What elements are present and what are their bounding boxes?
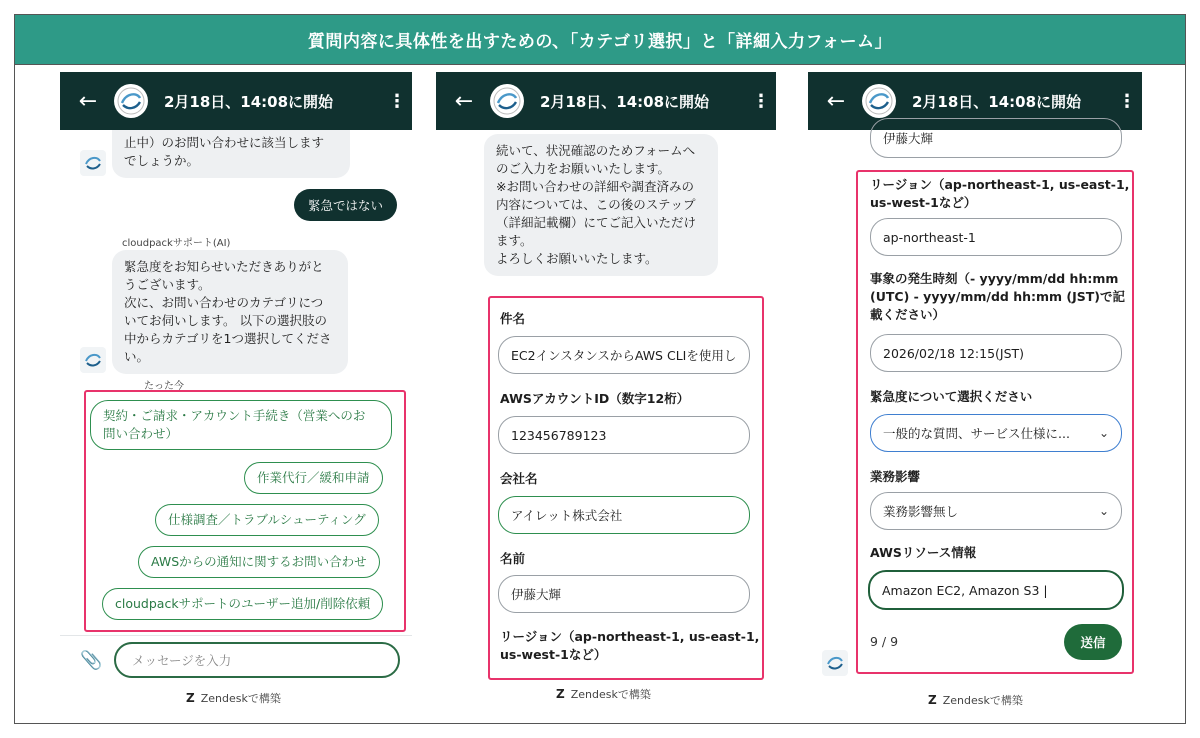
message-line: い。 — [124, 349, 150, 364]
more-menu-icon[interactable]: ⋮ — [388, 90, 406, 112]
bot-avatar — [822, 650, 848, 676]
powered-by-footer — [556, 686, 651, 702]
option-label: 契約・ご請求・アカウント手続き（営業へのお — [103, 408, 366, 423]
category-option-aws-notice[interactable]: AWSからの通知に関するお問い合わせ — [138, 546, 380, 578]
chevron-down-icon: ⌄ — [1098, 426, 1109, 440]
occurrence-time-input[interactable]: 2026/02/18 12:15(JST) — [870, 334, 1122, 372]
message-timestamp: たった今 — [144, 381, 184, 392]
sender-name: cloudpackサポート(AI) — [122, 238, 231, 249]
business-impact-label: 業務影響 — [870, 469, 921, 484]
bot-avatar — [80, 347, 106, 373]
cloudpack-logo — [862, 84, 896, 118]
message-line: 中からカテゴリを1つ選択してくださ — [124, 331, 332, 346]
category-option-contract[interactable] — [90, 400, 392, 450]
more-menu-icon[interactable]: ⋮ — [1118, 90, 1136, 112]
chat-header — [436, 72, 776, 130]
option-label: 問い合わせ） — [103, 426, 179, 441]
chat-header — [60, 72, 412, 130]
message-line: うございます。 — [124, 277, 211, 292]
region-label — [500, 628, 759, 664]
message-line: ます。 — [496, 233, 533, 248]
message-line: よろしくお願いいたします。 — [496, 251, 658, 266]
name-input[interactable]: 伊藤大輝 — [870, 118, 1122, 158]
label-line: us-west-1など） — [870, 195, 977, 210]
name-input[interactable]: 伊藤大輝 — [498, 575, 750, 613]
powered-by-footer — [186, 690, 281, 706]
input-divider — [60, 635, 412, 636]
impact-selected-value: 業務影響無し — [883, 504, 959, 519]
label-line: リージョン（ap-northeast-1, us-east-1, — [870, 177, 1130, 192]
back-arrow-icon[interactable]: ← — [826, 88, 846, 114]
label-line: 事象の発生時刻（- yyyy/mm/dd hh:mm — [870, 271, 1119, 286]
chevron-down-icon: ⌄ — [1098, 504, 1109, 518]
region-label — [870, 176, 1129, 212]
aws-resource-label: AWSリソース情報 — [870, 545, 977, 560]
bot-message-bubble — [484, 134, 718, 276]
company-label: 会社名 — [500, 471, 538, 486]
label-line: us-west-1など） — [500, 647, 607, 662]
urgency-label: 緊急度について選択ください — [870, 389, 1033, 404]
zendesk-icon: Z — [186, 691, 195, 705]
cloudpack-logo — [114, 84, 148, 118]
message-line: のご入力をお願いいたします。 — [496, 161, 671, 176]
aws-account-id-label: AWSアカウントID（数字12桁） — [500, 391, 690, 406]
paperclip-icon[interactable]: 📎 — [80, 650, 103, 671]
message-input[interactable]: メッセージを入力 — [114, 642, 400, 678]
zendesk-icon: Z — [556, 687, 565, 701]
category-option-user-management[interactable]: cloudpackサポートのユーザー追加/削除依頼 — [102, 588, 383, 620]
message-line: 続いて、状況確認のためフォームへ — [496, 143, 696, 158]
message-line: いてお伺いします。 以下の選択肢の — [124, 313, 327, 328]
back-arrow-icon[interactable]: ← — [78, 88, 98, 114]
step-counter: 9 / 9 — [870, 634, 899, 649]
label-line: リージョン（ap-northeast-1, us-east-1, — [500, 629, 760, 644]
aws-account-id-input[interactable]: 123456789123 — [498, 416, 750, 454]
chat-panel-category — [60, 72, 412, 714]
message-line: 緊急度をお知らせいただきありがと — [124, 259, 324, 274]
urgency-selected-value: 一般的な質問、サービス仕様に... — [883, 426, 1070, 441]
message-line: 次に、お問い合わせのカテゴリにつ — [124, 295, 324, 310]
powered-by-footer — [928, 692, 1023, 708]
company-input[interactable]: アイレット株式会社 — [498, 496, 750, 534]
bot-message-bubble — [112, 130, 350, 178]
name-label: 名前 — [500, 551, 526, 566]
bot-avatar — [80, 150, 106, 176]
urgency-select[interactable] — [870, 414, 1122, 452]
subject-label: 件名 — [500, 311, 526, 326]
footer-text: Zendeskで構築 — [570, 688, 651, 701]
user-reply-bubble: 緊急ではない — [294, 189, 397, 221]
region-input[interactable]: ap-northeast-1 — [870, 218, 1122, 256]
message-line: 止中）のお問い合わせに該当します — [124, 135, 325, 150]
more-menu-icon[interactable]: ⋮ — [752, 90, 770, 112]
label-line: (UTC) - yyyy/mm/dd hh:mm (JST)で記 — [870, 289, 1125, 304]
banner-title: 質問内容に具体性を出すための、「カテゴリ選択」と「詳細入力フォーム」 — [307, 32, 893, 52]
footer-text: Zendeskで構築 — [942, 694, 1023, 707]
business-impact-select[interactable] — [870, 492, 1122, 530]
send-button[interactable]: 送信 — [1064, 624, 1122, 660]
label-line: 載ください） — [870, 307, 946, 322]
cloudpack-logo — [490, 84, 524, 118]
chat-title: 2月18日、14:08に開始 — [540, 92, 710, 111]
chat-panel-form-2 — [808, 72, 1142, 714]
message-line: 内容については、この後のステップ — [496, 197, 696, 212]
category-option-task[interactable]: 作業代行／緩和申請 — [244, 462, 383, 494]
aws-resource-input[interactable]: Amazon EC2, Amazon S3 | — [868, 570, 1124, 610]
footer-text: Zendeskで構築 — [200, 692, 281, 705]
zendesk-icon: Z — [928, 693, 937, 707]
back-arrow-icon[interactable]: ← — [454, 88, 474, 114]
banner — [15, 15, 1185, 65]
bot-message-bubble — [112, 250, 348, 374]
occurrence-time-label — [870, 270, 1125, 324]
message-line: ※お問い合わせの詳細や調査済みの — [496, 179, 694, 194]
chat-panel-form-1 — [436, 72, 776, 714]
subject-input[interactable]: EC2インスタンスからAWS CLIを使用し — [498, 336, 750, 374]
category-option-troubleshooting[interactable]: 仕様調査／トラブルシューティング — [155, 504, 379, 536]
message-line: でしょうか。 — [124, 153, 200, 168]
chat-title: 2月18日、14:08に開始 — [912, 92, 1082, 111]
chat-title: 2月18日、14:08に開始 — [164, 92, 334, 111]
message-line: （詳細記載欄）にてご記入いただけ — [496, 215, 697, 230]
